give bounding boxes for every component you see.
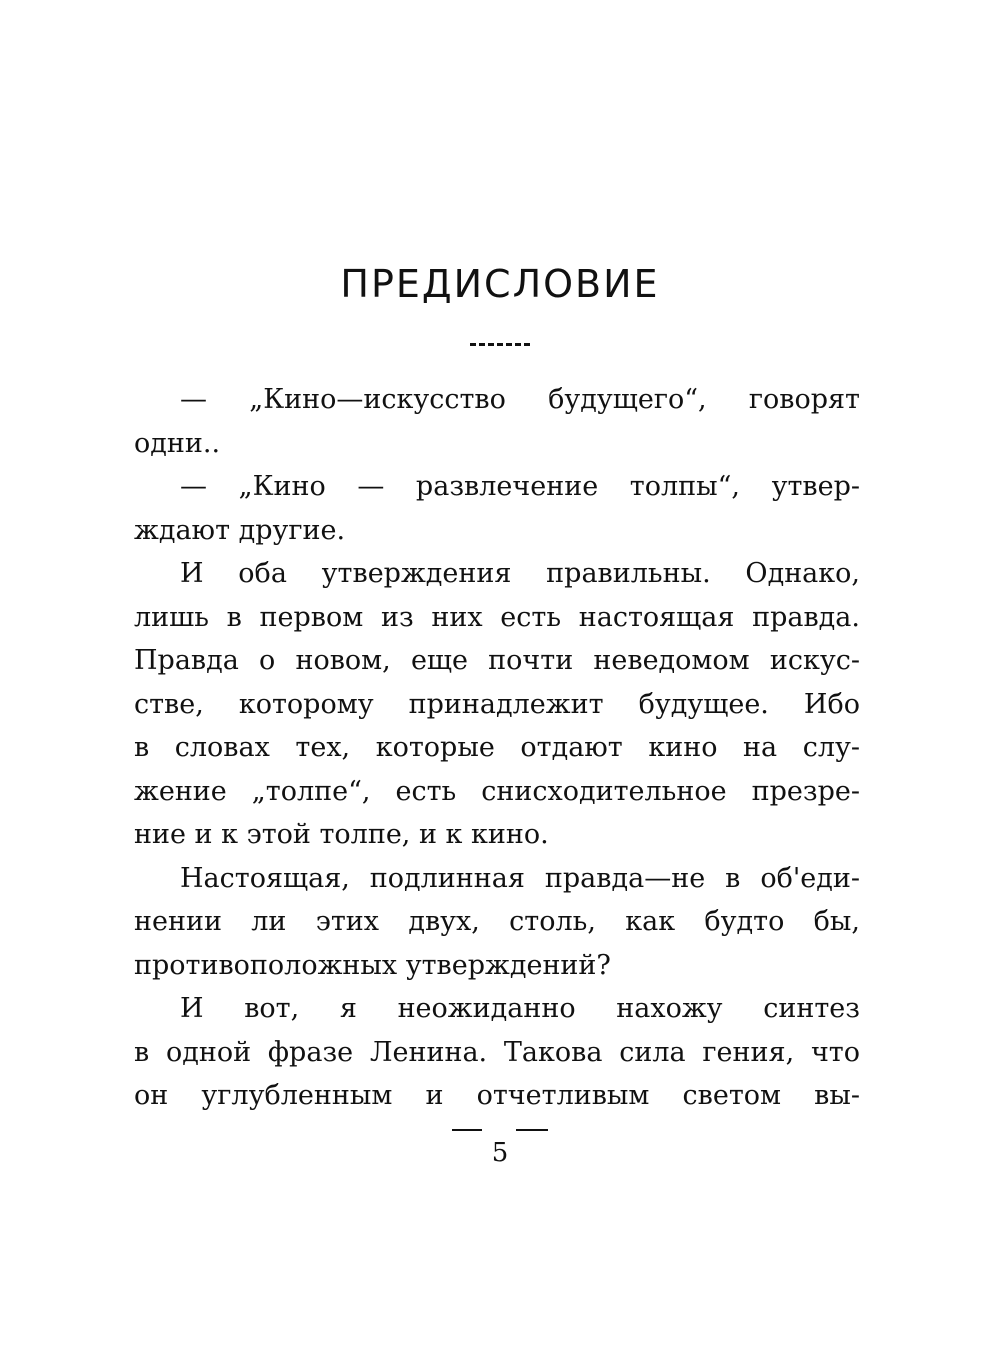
text-line: стве, которому принадлежит будущее. Ибо: [134, 688, 860, 720]
text-line: — „Кино—искусство будущего“, говорят: [180, 384, 860, 415]
text-line: нении ли этих двух, столь, как будто бы,: [134, 906, 860, 937]
text-line: — „Кино — развлечение толпы“, утвер-: [180, 471, 860, 502]
text-line: ждают другие.: [134, 514, 346, 546]
text-line: в одной фразе Ленина. Такова сила гения, что: [134, 1036, 860, 1068]
text-line: одни..: [134, 427, 221, 459]
text-line: он углубленным и отчетливым светом вы-: [134, 1080, 860, 1111]
text-line: И вот, я неожиданно нахожу синтез: [180, 993, 860, 1024]
text-line: Правда о новом, еще почти неведомом искус-: [134, 645, 860, 676]
text-line: И оба утверждения правильны. Однако,: [180, 558, 860, 589]
page-number: 5: [491, 1138, 509, 1168]
text-line: жение „толпе“, есть снисходительное презре-: [134, 775, 860, 807]
text-line: лишь в первом из них есть настоящая правда.: [134, 601, 860, 633]
text-line: ние и к этой толпе, и к кино.: [134, 819, 549, 850]
footer-rule-right: [516, 1129, 548, 1131]
text-line: Настоящая, подлинная правда—не в об'еди-: [180, 862, 860, 894]
title-divider: [470, 343, 530, 346]
text-line: противоположных утверждений?: [134, 949, 611, 981]
body-text: [134, 378, 860, 1118]
footer-rule-left: [452, 1129, 482, 1131]
text-line: в словах тех, которые отдают кино на слу-: [134, 732, 860, 763]
page-title: ПРЕДИСЛОВИЕ: [340, 262, 660, 306]
